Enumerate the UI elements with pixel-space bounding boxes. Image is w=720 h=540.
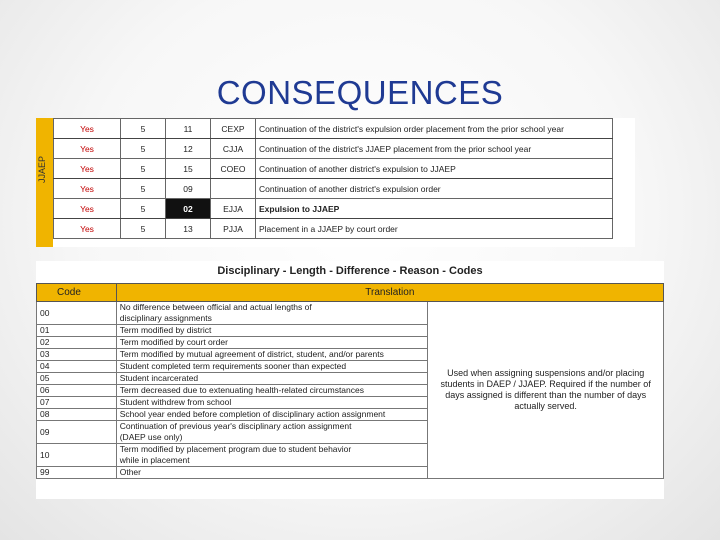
table-row <box>54 219 613 239</box>
jjaep-side-label <box>36 118 53 247</box>
translation-line: Term modified by placement program due to student behavior <box>119 444 352 454</box>
translation-cell <box>116 385 428 397</box>
translation-line-2: (DAEP use only) <box>119 432 183 442</box>
eligibility-cell: Yes <box>54 159 121 179</box>
code-cell: 10 <box>37 444 117 467</box>
abbreviation-cell: CEXP <box>211 119 256 139</box>
translation-cell <box>116 409 428 421</box>
translation-cell <box>116 397 428 409</box>
translation-line: School year ended before completion of disciplinary action assignment <box>119 409 386 419</box>
number-cell: 09 <box>166 179 211 199</box>
table-row <box>54 179 613 199</box>
usage-note: Used when assigning suspensions and/or placing students in DAEP / JJAEP. Required if the number of days assigned is different than the number of days actually served. <box>428 302 664 479</box>
code-cell: 99 <box>37 467 117 479</box>
code-cell: 5 <box>121 159 166 179</box>
jjaep-side-text: JJAEP <box>37 156 47 184</box>
eligibility-cell: Yes <box>54 179 121 199</box>
column-header-code: Code <box>37 284 117 302</box>
column-header-translation: Translation <box>116 284 663 302</box>
code-cell: 04 <box>37 361 117 373</box>
eligibility-cell: Yes <box>54 199 121 219</box>
translation-line: Term decreased due to extenuating health-related circumstances <box>119 385 364 395</box>
code-cell: 01 <box>37 325 117 337</box>
page-title: CONSEQUENCES <box>216 74 504 111</box>
jjaep-table <box>36 118 635 247</box>
translation-line: Continuation of previous year's disciplinary action assignment <box>119 421 352 431</box>
disciplinary-codes-table <box>36 261 664 499</box>
translation-line: Other <box>119 467 141 477</box>
abbreviation-cell: EJJA <box>211 199 256 219</box>
number-cell: 02 <box>166 199 211 219</box>
table-row <box>54 139 613 159</box>
abbreviation-cell <box>211 179 256 199</box>
translation-cell <box>116 349 428 361</box>
table-row <box>54 159 613 179</box>
description-cell: Continuation of the district's JJAEP placement from the prior school year <box>256 139 613 159</box>
eligibility-cell: Yes <box>54 139 121 159</box>
abbreviation-cell: CJJA <box>211 139 256 159</box>
description-cell: Continuation of the district's expulsion order placement from the prior school year <box>256 119 613 139</box>
codes-table <box>36 283 664 479</box>
code-cell: 07 <box>37 397 117 409</box>
code-cell: 09 <box>37 421 117 444</box>
code-cell: 5 <box>121 219 166 239</box>
jjaep-rows <box>53 118 613 239</box>
translation-cell <box>116 361 428 373</box>
description-cell: Placement in a JJAEP by court order <box>256 219 613 239</box>
translation-line-2: disciplinary assignments <box>119 313 212 323</box>
code-cell: 08 <box>37 409 117 421</box>
translation-line: Student incarcerated <box>119 373 199 383</box>
number-cell: 11 <box>166 119 211 139</box>
translation-cell <box>116 337 428 349</box>
code-cell: 05 <box>37 373 117 385</box>
table-row <box>37 302 664 325</box>
translation-cell <box>116 325 428 337</box>
translation-line: Term modified by court order <box>119 337 228 347</box>
code-cell: 5 <box>121 199 166 219</box>
code-cell: 5 <box>121 119 166 139</box>
description-cell: Continuation of another district's expulsion to JJAEP <box>256 159 613 179</box>
table-row <box>54 199 613 219</box>
description-cell: Expulsion to JJAEP <box>256 199 613 219</box>
translation-cell <box>116 373 428 385</box>
code-cell: 03 <box>37 349 117 361</box>
translation-cell <box>116 467 428 479</box>
code-cell: 5 <box>121 179 166 199</box>
translation-line: Term modified by district <box>119 325 212 335</box>
code-cell: 5 <box>121 139 166 159</box>
translation-line: Student withdrew from school <box>119 397 232 407</box>
translation-cell <box>116 302 428 325</box>
number-cell: 12 <box>166 139 211 159</box>
eligibility-cell: Yes <box>54 119 121 139</box>
number-cell: 15 <box>166 159 211 179</box>
abbreviation-cell: PJJA <box>211 219 256 239</box>
translation-cell <box>116 444 428 467</box>
eligibility-cell: Yes <box>54 219 121 239</box>
translation-line: Term modified by mutual agreement of district, student, and/or parents <box>119 349 384 359</box>
code-cell: 02 <box>37 337 117 349</box>
code-cell: 00 <box>37 302 117 325</box>
translation-line: No difference between official and actual lengths of <box>119 302 312 312</box>
description-cell: Continuation of another district's expulsion order <box>256 179 613 199</box>
codes-table-title: Disciplinary - Length - Difference - Reason - Codes <box>217 265 483 277</box>
translation-line: Student completed term requirements sooner than expected <box>119 361 347 371</box>
abbreviation-cell: COEO <box>211 159 256 179</box>
translation-line-2: while in placement <box>119 455 190 465</box>
translation-cell <box>116 421 428 444</box>
number-cell: 13 <box>166 219 211 239</box>
table-row <box>54 119 613 139</box>
code-cell: 06 <box>37 385 117 397</box>
